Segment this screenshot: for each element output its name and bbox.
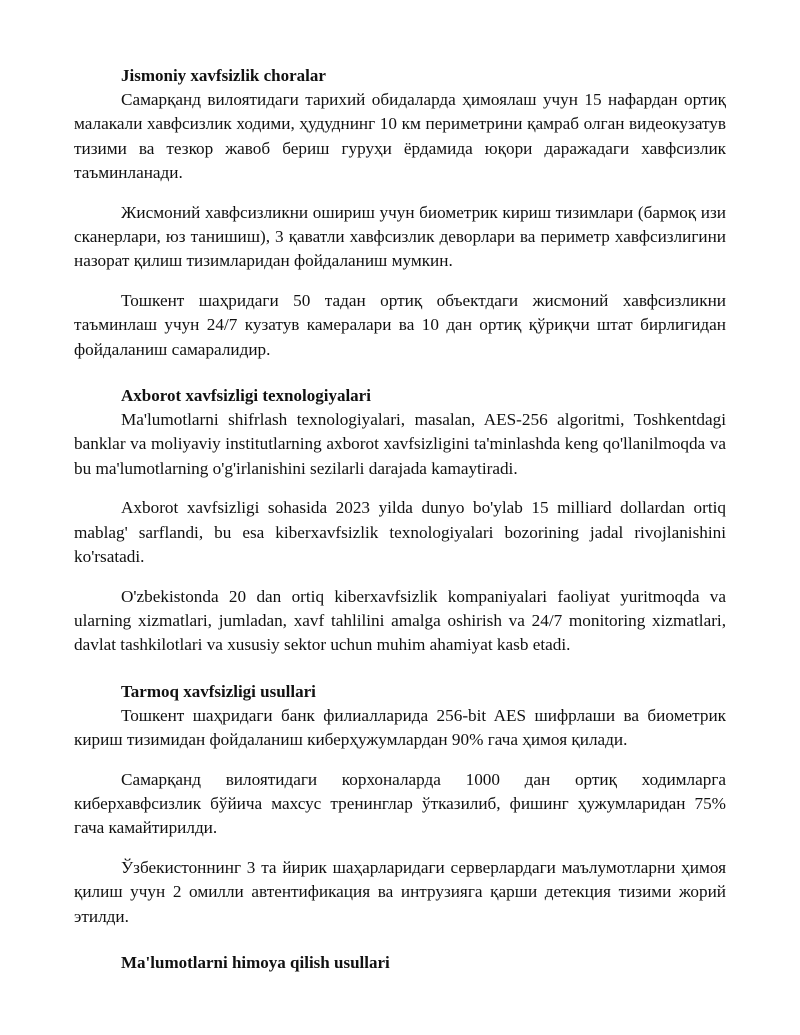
paragraph: Самарқанд вилоятидаги корхоналарда 1000 дан ортиқ ходимларга киберхавфсизлик бўйича махсус тренинглар ўтказилиб, фишинг ҳужумларидан 75% гача камайтирилди. <box>74 769 726 838</box>
paragraph: Тошкент шаҳридаги 50 тадан ортиқ объектдаги жисмоний хавфсизликни таъминлаш учун 24/7 кузатув камералари ва 10 дан ортиқ қўриқчи штат бирлигидан фойдаланиш самаралидир. <box>74 290 726 359</box>
section-heading-data-protection: Ma'lumotlarni himoya qilish usullari <box>121 952 390 972</box>
paragraph: Ўзбекистоннинг 3 та йирик шаҳарларидаги серверлардаги маълумотларни ҳимоя қилиш учун 2 омилли автентификация ва интрузияга қарши детекция тизими жорий этилди. <box>74 857 726 926</box>
section-heading-physical-security: Jismoniy xavfsizlik choralar <box>121 66 326 85</box>
section-heading-network-security: Tarmoq xavfsizligi usullari <box>121 681 316 701</box>
document-page <box>74 64 726 975</box>
section-heading-information-security: Axborot xavfsizligi texnologiyalari <box>121 386 371 406</box>
paragraph: Ma'lumotlarni shifrlash texnologiyalari, masalan, AES-256 algoritmi, Toshkentdagi banklar va moliyaviy institutlarning axborot xavfsizligini ta'minlashda keng qo'llanilmoqda va bu ma'lumotlarning o'g'irlanishini sezilarli darajada kamaytiradi. <box>74 410 726 478</box>
paragraph: Жисмоний хавфсизликни ошириш учун биометрик кириш тизимлари (бармоқ изи сканерлари, юз танишиш), 3 қаватли хавфсизлик деворлари ва периметр хавфсизлигини назорат қилиш тизимларидан фойдаланиш мумкин. <box>74 202 726 271</box>
paragraph: Самарқанд вилоятидаги тарихий обидаларда ҳимоялаш учун 15 нафардан ортиқ малакали хавфсизлик ходими, ҳудуднинг 10 км периметрини қамраб олган видеокузатув тизими ва тезкор жавоб бериш гуруҳи ёрдамида юқори даражадаги хавфсизлик таъминланади. <box>74 90 726 183</box>
paragraph: Axborot xavfsizligi sohasida 2023 yilda dunyo bo'ylab 15 milliard dollardan ortiq mablag' sarflandi, bu esa kiberxavfsizlik texnologiyalari bozorining jadal rivojlanishini ko'rsatadi. <box>74 498 726 567</box>
paragraph: O'zbekistonda 20 dan ortiq kiberxavfsizlik kompaniyalari faoliyat yuritmoqda va ularning xizmatlari, jumladan, xavf tahlilini amalga oshirish va 24/7 monitoring xizmatlari, davlat tashkilotlari va xususiy sektor uchun muhim ahamiyat kasb etadi. <box>74 586 726 655</box>
paragraph: Тошкент шаҳридаги банк филиалларида 256-bit AES шифрлаши ва биометрик кириш тизимидан фойдаланиш киберҳужумлардан 90% гача ҳимоя қилади. <box>74 705 726 750</box>
